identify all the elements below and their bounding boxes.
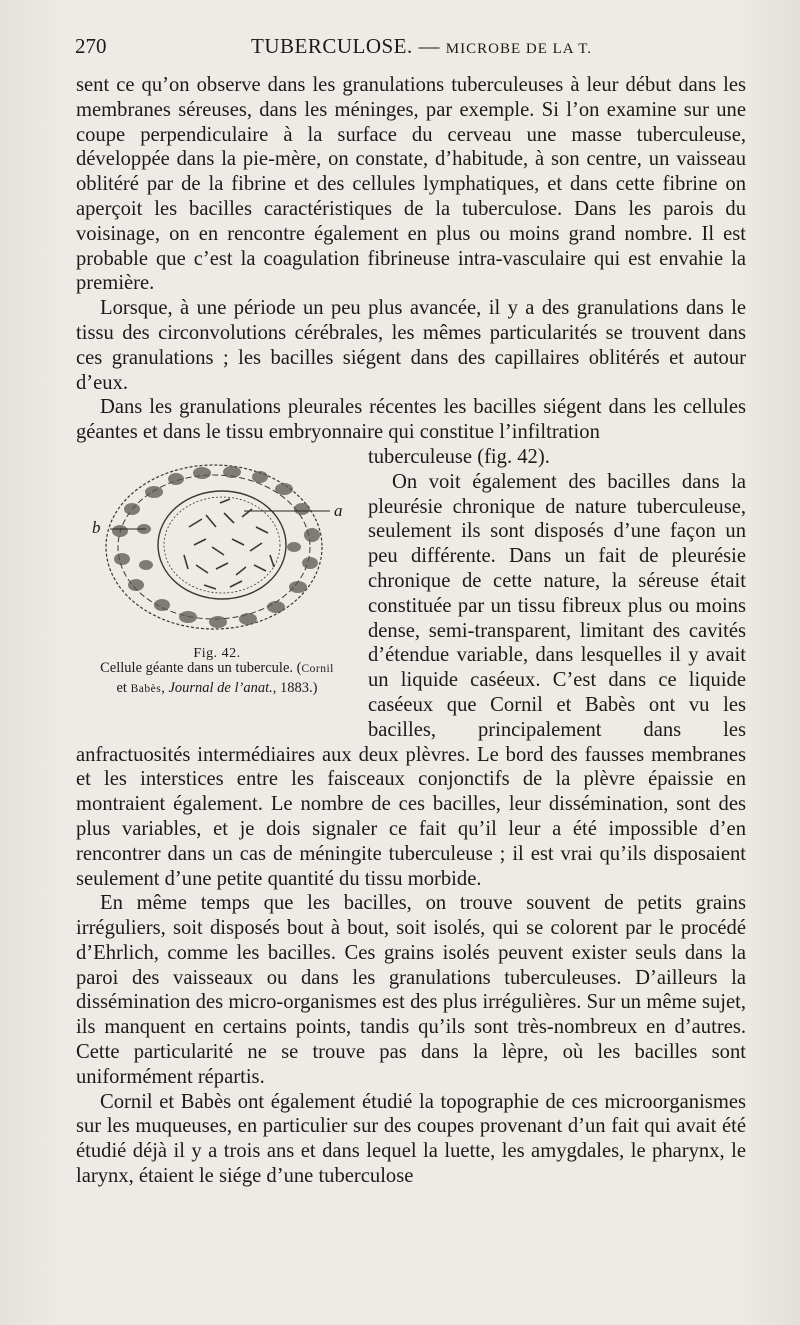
caption-text-2: et: [116, 679, 131, 696]
figure-42: [76, 447, 358, 732]
caption-text-3: ,: [161, 679, 169, 696]
figure-label-a: a: [334, 500, 343, 520]
paragraph-6: Cornil et Babès ont également étudié la topographie de ces microorganismes sur les muqueuses, en particulier sur des coupes provenant d’un fait qui avait été étudié déjà il y a trois ans et dans lequel la luette, les amygdales, le pharynx, le larynx, étaient le siége d’une tuberculose: [76, 1090, 746, 1188]
paragraph-2: Lorsque, à une période un peu plus avancée, il y a des granulations dans le tissu des circonvolutions cérébrales, les mêmes particularités se trouvent dans ces granulations ; les bacilles siégent dans des capillaires oblitérés et autour d’eux.: [76, 297, 746, 394]
caption-author-cornil: Cornil: [301, 662, 334, 675]
caption-text-1: Cellule géante dans un tubercule. (: [100, 659, 302, 676]
caption-text-4: , 1883.): [272, 679, 318, 696]
paragraph-5: En même temps que les bacilles, on trouve souvent de petits grains irréguliers, soit disposés bout à bout, soit isolés, qui se colorent par le procédé d’Ehrlich, comme les bacilles. Ces grains isolés peuvent exister seuls dans la paroi des vaisseaux ou dans les granulations tuberculeuses. D’ailleurs la dissémination des micro-organismes est des plus irrégulières. Sur un même sujet, ils manquent en certains points, tandis qu’ils sont très-nombreux en d’autres. Cette particularité ne se trouve pas dans la lèpre, où les bacilles sont uniformément répartis.: [76, 892, 746, 1088]
figure-number: Fig. 42.: [193, 645, 241, 661]
figure-label-b: b: [92, 517, 101, 537]
running-title-main: TUBERCULOSE.: [251, 34, 413, 58]
paragraph-3: Dans les granulations pleurales récentes les bacilles siégent dans les cellules géantes et dans le tissu embryonnaire qui constitue l’infiltration: [76, 396, 746, 444]
running-title-sub: MICROBE DE LA T.: [445, 41, 593, 57]
paragraph-4: On voit également des bacilles dans la pleurésie chronique de nature tuberculeuse, seulement ils sont disposés d’une façon un peu différente. Dans un fait de pleurésie chronique de cette nature, la séreuse était constituée par un tissu fibreux plus ou moins dense, semi-transparent, limitant des cavités d’étendue variable, dans lesquelles il y avait un liquide caséeux. C’est dans ce liquide caséeux que Cornil et Babès ont vu les bacilles, principalement dans les anfractuosités intermédiaires aux deux plèvres. Le bord des fausses membranes et les interstices entre les faisceaux conjonctifs de la plèvre épaissie en montraient également. Le nombre de ces bacilles, leur dissémination, sont des plus variables, et je dois signaler ce fait qu’il leur a été impossible d’en rencontrer dans un cas de méningite tuberculeuse ; il est vrai qu’ils disposaient seulement d’une petite quantité du tissu morbide.: [76, 470, 746, 890]
running-header: [75, 34, 750, 64]
caption-journal: Journal de l’anat.: [168, 679, 273, 696]
running-title-dash: —: [418, 34, 441, 58]
figure-caption: [76, 659, 358, 699]
page-number: 270: [75, 34, 107, 58]
paragraph-3-continuation: tuberculeuse (fig. 42).: [368, 445, 550, 468]
running-title: [251, 34, 592, 59]
giant-cell-illustration: [84, 447, 352, 642]
page-body: [76, 73, 746, 1189]
caption-author-babes: Babès: [130, 682, 162, 695]
paragraph-1: sent ce qu’on observe dans les granulations tuberculeuses à leur début dans les membranes séreuses, dans les méninges, par exemple. Si l’on examine sur une coupe perpendiculaire à la surface du cerveau une masse tuberculeuse, développée dans la pie-mère, on constate, d’habitude, à son centre, un vaisseau oblitéré par de la fibrine et des cellules lymphatiques, et dans cette fibrine on aperçoit les bacilles caractéristiques de la tuberculose. Dans les parois du voisinage, on en rencontre également en plus ou moins grand nombre. Il est probable que c’est la coagulation fibrineuse intra-vasculaire qui est envahie la première.: [76, 74, 746, 295]
